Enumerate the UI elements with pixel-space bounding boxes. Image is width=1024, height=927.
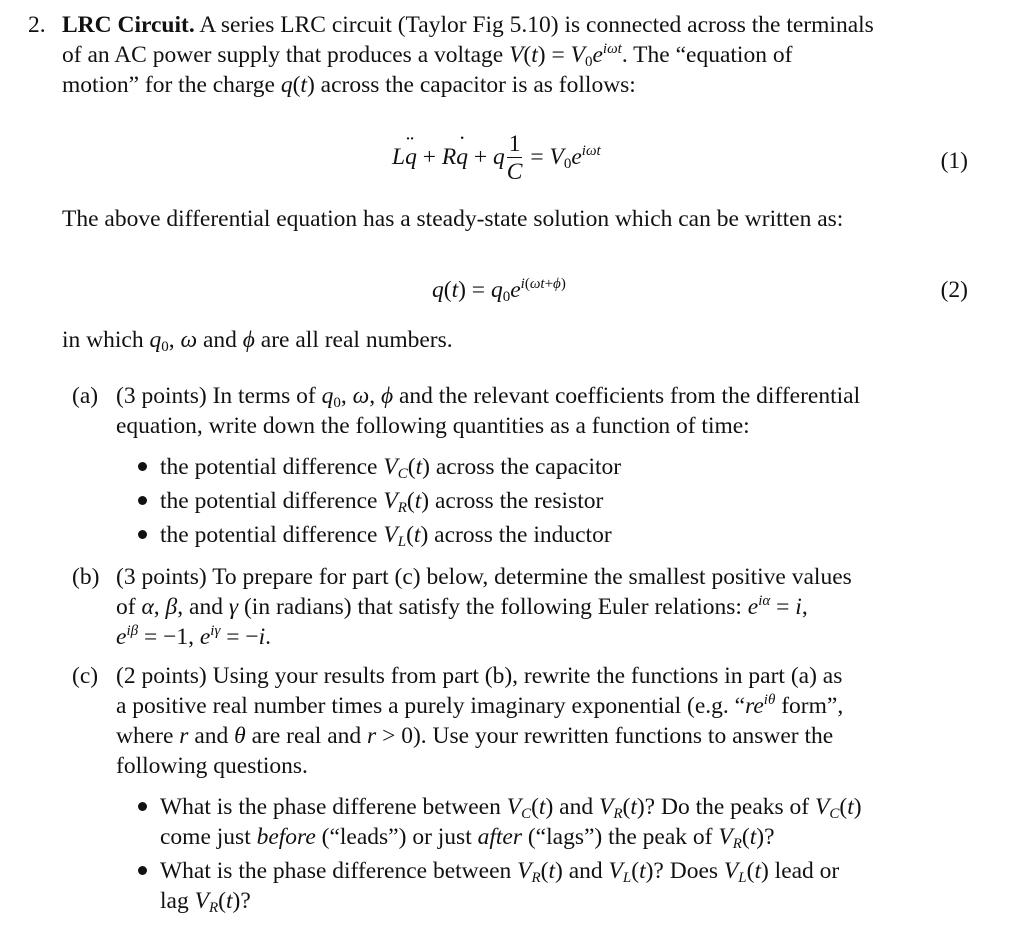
part-b-label: (b) (72, 564, 100, 590)
part-b-line-3: $e^{i\beta} = -1$, $e^{i\gamma} = -i$. (116, 623, 272, 650)
part-c-bullet-1-line-2: come just before (“leads”) or just after (“lags”) the peak of $V_R(t)$? (160, 824, 775, 852)
bullet-icon (138, 530, 147, 539)
part-a-line-1: (3 points) In terms of $q_0$, ω, ϕ and the relevant coefficients from the differential (116, 383, 861, 411)
part-c-bullet-1-line-1: What is the phase differene between $V_C(t)$ and $V_R(t)$? Do the peaks of $V_C(t)$ (160, 794, 862, 822)
part-a-line-2: equation, write down the following quantities as a function of time: (116, 413, 750, 439)
equation-2-number: (2) (940, 277, 968, 303)
bullet-icon (138, 462, 147, 471)
math-q-of-t: q(t) (280, 72, 315, 98)
part-c-line-2: a positive real number times a purely imaginary exponential (e.g. “$re^{i\theta}$ form”, (116, 692, 844, 719)
part-c-line-1: (2 points) Using your results from part (b), rewrite the functions in part (a) as (116, 663, 843, 689)
intro-line-1: LRC Circuit. A series LRC circuit (Taylor Fig 5.10) is connected across the terminals (62, 12, 874, 38)
part-c-label: (c) (72, 663, 99, 689)
bullet-icon (138, 866, 147, 875)
part-c-bullet-2-line-1: What is the phase difference between $V_R(t)$ and $V_L(t)$? Does $V_L(t)$ lead or (160, 858, 840, 886)
math-voltage: $V(t) = V_0e^{i\omega t}$ (509, 41, 622, 70)
problem-number: 2. (28, 12, 46, 38)
between-text: The above differential equation has a steady-state solution which can be written as: (62, 206, 844, 232)
part-b-line-2: of α, β, and γ (in radians) that satisfy the following Euler relations: $e^{i\alpha} = i$, (116, 593, 808, 620)
bullet-icon (138, 496, 147, 505)
intro-line-3: motion” for the charge q(t) across the capacitor is as follows: (62, 72, 636, 98)
equation-1-number: (1) (940, 148, 968, 174)
part-a-bullet-inductor: the potential difference $V_L(t)$ across the inductor (160, 522, 612, 550)
part-a-bullet-resistor: the potential difference $V_R(t)$ across the resistor (160, 488, 604, 516)
part-c-line-3: where r and θ are real and r > 0). Use your rewritten functions to answer the (116, 723, 834, 749)
part-b-line-1: (3 points) To prepare for part (c) below, determine the smallest positive values (116, 564, 852, 590)
part-a-label: (a) (72, 383, 99, 409)
intro-line-2: of an AC power supply that produces a voltage $V(t) = V_0e^{i\omega t}$. The “equation of (62, 41, 793, 70)
part-c-bullet-2-line-2: lag $V_R(t)$? (160, 888, 251, 916)
equation-2: $q(t) = q_0e^{i(\omega t+\phi)}$ (432, 276, 566, 305)
after-text: in which $q_0$, ω and ϕ are all real numbers. (62, 327, 453, 355)
part-a-bullet-capacitor: the potential difference $V_C(t)$ across the capacitor (160, 454, 622, 482)
bullet-icon (138, 802, 147, 811)
equation-1: Lq ¨ + Rq ˙ + q $\frac{1}{C}$ = $V_0e^{i\omega t}$ (392, 128, 601, 186)
problem-title: LRC Circuit. (62, 12, 195, 38)
part-c-line-4: following questions. (116, 753, 308, 779)
